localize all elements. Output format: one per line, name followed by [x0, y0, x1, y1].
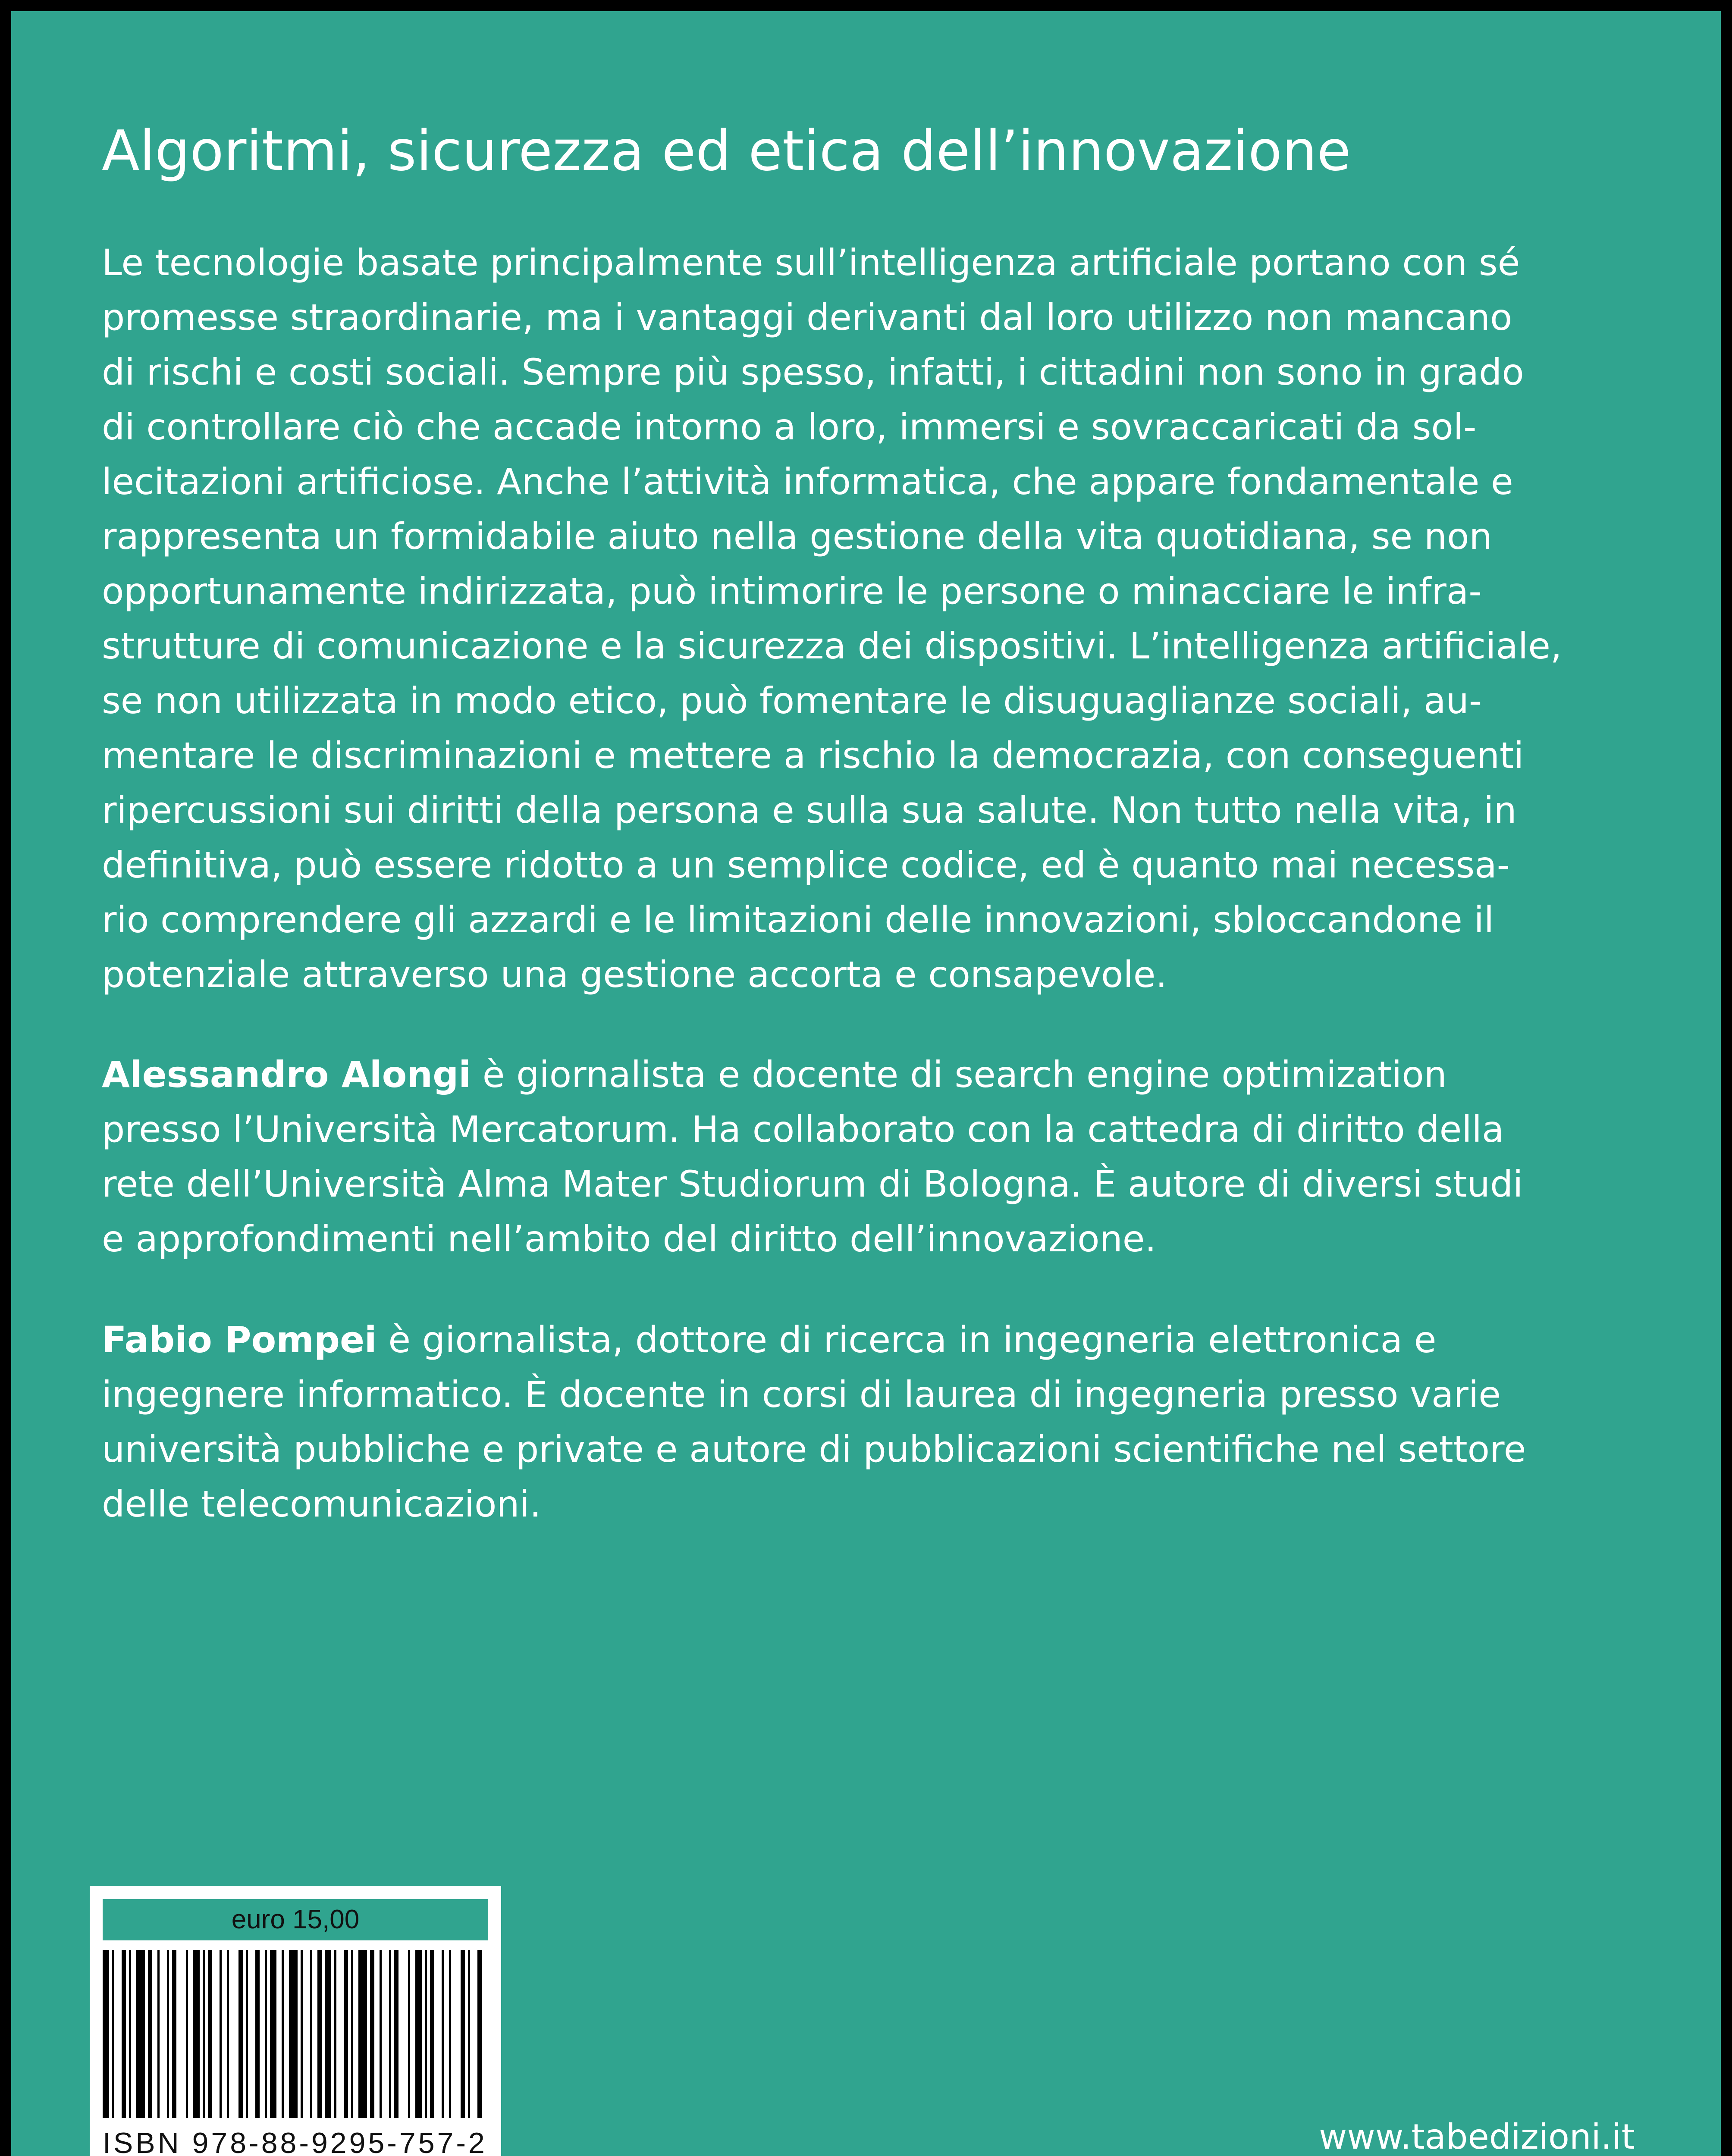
isbn-label: ISBN 978-88-9295-757-2: [103, 2127, 487, 2156]
author-bio-pompei: [102, 1313, 1637, 1532]
author-bio-alongi: [102, 1047, 1637, 1266]
book-description: Le tecnologie basate principalmente sull’intelligenza artificiale portano con sé promesse straordinarie, ma i vantaggi derivanti dal loro utilizzo non mancano di rischi e costi sociali. Sempre più spesso, infatti, i cittadini non sono in grado di controllare ciò che accade intorno a loro, immersi e sovraccaricati da sol- lecitazioni artificiose. Anche l’attività informatica, che appare fondamentale e rappresenta un formidabile aiuto nella gestione della vita quotidiana, se non opportunamente indirizzata, può intimorire le persone o minacciare le infra- strutture di comunicazione e la sicurezza dei dispositivi. L’intelligenza artificiale, se non utilizzata in modo etico, può fomentare le disuguaglianze sociali, au- mentare le discriminazioni e mettere a rischio la democrazia, con conseguenti ripercussioni sui diritti della persona e sulla sua salute. Non tutto nella vita, in definitiva, può essere ridotto a un semplice codice, ed è quanto mai necessa- rio comprendere gli azzardi e le limitazioni delle innovazioni, sbloccandone il potenziale attraverso una gestione accorta e consapevole.: [102, 241, 1562, 996]
book-title: Algoritmi, sicurezza ed etica dell’innovazione: [102, 119, 1351, 183]
author-name-pompei: Fabio Pompei: [102, 1319, 377, 1361]
back-cover: [11, 11, 1721, 2156]
barcode-box: [90, 1886, 501, 2156]
price-label: euro 15,00: [103, 1899, 488, 1940]
author-name-alongi: Alessandro Alongi: [102, 1053, 471, 1096]
author-bio-text-pompei: è giornalista, dottore di ricerca in ingegneria elettronica e ingegnere informatico. È docente in corsi di laurea di ingegneria presso varie università pubbliche e private e autore di pubblicazioni scientifiche nel settore delle telecomunicazioni.: [102, 1319, 1526, 1525]
publisher-website: www.tabedizioni.it: [1319, 2117, 1635, 2156]
barcode-icon: [103, 1950, 488, 2118]
author-bio-text-alongi: è giornalista e docente di search engine optimization presso l’Università Mercatorum. Ha collaborato con la cattedra di diritto della rete dell’Università Alma Mater Studiorum di Bologna. È autore di diversi studi e approfondimenti nell’ambito del diritto dell’innovazione.: [102, 1053, 1523, 1260]
